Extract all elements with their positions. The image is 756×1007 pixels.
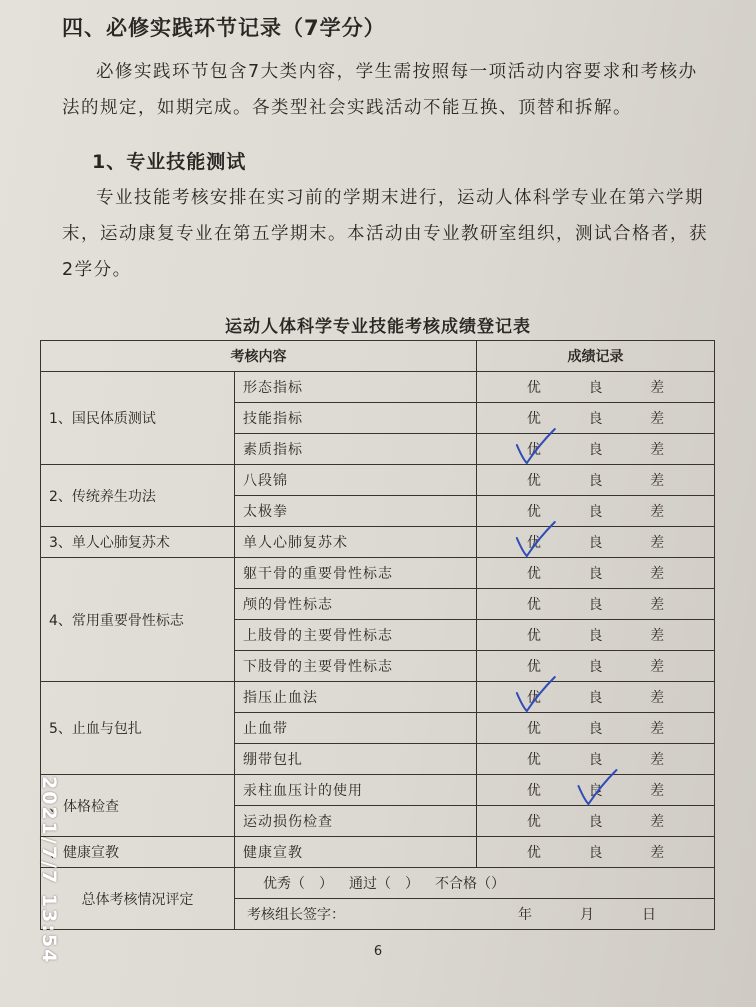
category-cell: 3、单人心肺复苏术 — [41, 527, 235, 558]
grade-option: 良 — [588, 566, 603, 582]
grade-option: 良 — [588, 783, 603, 799]
grade-option: 优 — [526, 380, 541, 396]
grade-option: 良 — [588, 690, 603, 706]
score-cell — [477, 682, 715, 713]
overall-option: 优秀（ ） — [263, 876, 333, 892]
grade-options — [485, 439, 706, 459]
grade-option: 良 — [588, 628, 603, 644]
score-cell — [477, 558, 715, 589]
table-row — [41, 372, 715, 403]
grade-option: 良 — [588, 380, 603, 396]
category-cell: 5、止血与包扎 — [41, 682, 235, 775]
item-cell: 八段锦 — [235, 465, 477, 496]
grade-option: 差 — [650, 628, 665, 644]
overall-options-cell — [235, 868, 715, 899]
intro-paragraph: 必修实践环节包含7大类内容，学生需按照每一项活动内容要求和考核办法的规定，如期完成。各类型社会实践活动不能互换、顶替和拆解。 — [62, 62, 698, 118]
grade-option: 优 — [526, 597, 541, 613]
grade-option: 差 — [650, 721, 665, 737]
grade-option: 差 — [650, 566, 665, 582]
category-cell: 1、国民体质测试 — [41, 372, 235, 465]
section-title: 四、必修实践环节记录（7学分） — [62, 16, 386, 40]
table-row — [41, 682, 715, 713]
item-cell: 躯干骨的重要骨性标志 — [235, 558, 477, 589]
date-part: 日 — [642, 907, 656, 923]
table-row — [41, 465, 715, 496]
item-cell: 绷带包扎 — [235, 744, 477, 775]
grade-option: 优 — [526, 628, 541, 644]
item-cell: 指压止血法 — [235, 682, 477, 713]
grade-option: 良 — [588, 535, 603, 551]
grade-option: 优 — [526, 504, 541, 520]
grade-option: 优 — [526, 659, 541, 675]
score-cell — [477, 527, 715, 558]
table-row — [41, 775, 715, 806]
score-cell — [477, 465, 715, 496]
grade-option: 优 — [526, 814, 541, 830]
grade-option: 差 — [650, 814, 665, 830]
score-table — [40, 340, 715, 930]
grade-options — [485, 501, 706, 521]
score-cell — [477, 713, 715, 744]
item-cell: 运动损伤检查 — [235, 806, 477, 837]
grade-options — [485, 594, 706, 614]
grade-option: 差 — [650, 845, 665, 861]
table-title: 运动人体科学专业技能考核成绩登记表 — [225, 317, 531, 337]
table-row — [41, 527, 715, 558]
grade-options — [485, 377, 706, 397]
date-part: 年 — [518, 907, 532, 923]
grade-option: 差 — [650, 473, 665, 489]
grade-option: 良 — [588, 442, 603, 458]
date-part: 月 — [580, 907, 594, 923]
grade-option: 良 — [588, 845, 603, 861]
item-cell: 健康宣教 — [235, 837, 477, 868]
photo-timestamp: 2021/7/7 13:54 — [38, 776, 60, 965]
grade-option: 优 — [526, 752, 541, 768]
grade-option: 差 — [650, 783, 665, 799]
grade-option: 优 — [526, 721, 541, 737]
grade-option: 差 — [650, 535, 665, 551]
grade-options — [485, 718, 706, 738]
grade-option: 良 — [588, 411, 603, 427]
grade-options — [485, 749, 706, 769]
grade-option: 差 — [650, 690, 665, 706]
table-row — [41, 558, 715, 589]
grade-options — [485, 780, 706, 800]
header-score: 成绩记录 — [477, 341, 715, 372]
grade-options — [485, 532, 706, 552]
grade-option: 良 — [588, 721, 603, 737]
grade-options — [485, 687, 706, 707]
item-cell: 技能指标 — [235, 403, 477, 434]
grade-option: 良 — [588, 752, 603, 768]
grade-option: 良 — [588, 659, 603, 675]
grade-option: 优 — [526, 783, 541, 799]
grade-option: 差 — [650, 752, 665, 768]
item-cell: 止血带 — [235, 713, 477, 744]
grade-option: 良 — [588, 473, 603, 489]
overall-row — [41, 868, 715, 899]
score-cell — [477, 496, 715, 527]
item-cell: 下肢骨的主要骨性标志 — [235, 651, 477, 682]
grade-option: 差 — [650, 442, 665, 458]
grade-option: 良 — [588, 597, 603, 613]
grade-option: 差 — [650, 380, 665, 396]
signature-cell — [235, 899, 715, 930]
grade-option: 优 — [526, 473, 541, 489]
item-cell: 上肢骨的主要骨性标志 — [235, 620, 477, 651]
subsection-paragraph: 专业技能考核安排在实习前的学期末进行，运动人体科学专业在第六学期末，运动康复专业在第五学期末。本活动由专业教研室组织，测试合格者，获2学分。 — [62, 188, 708, 280]
score-cell — [477, 651, 715, 682]
score-cell — [477, 403, 715, 434]
score-cell — [477, 806, 715, 837]
score-cell — [477, 589, 715, 620]
grade-option: 差 — [650, 659, 665, 675]
grade-option: 优 — [526, 566, 541, 582]
grade-option: 良 — [588, 504, 603, 520]
signature-label: 考核组长签字： — [247, 907, 345, 923]
item-cell: 素质指标 — [235, 434, 477, 465]
table-header-row — [41, 341, 715, 372]
date-fields — [518, 904, 706, 924]
item-cell: 太极拳 — [235, 496, 477, 527]
grade-option: 良 — [588, 814, 603, 830]
grade-options — [485, 842, 706, 862]
category-cell: 2、传统养生功法 — [41, 465, 235, 527]
score-cell — [477, 775, 715, 806]
page-number: 6 — [373, 944, 383, 959]
grade-option: 优 — [526, 411, 541, 427]
grade-options — [485, 625, 706, 645]
subsection-title: 1、专业技能测试 — [92, 151, 247, 173]
grade-option: 优 — [526, 690, 541, 706]
grade-options — [485, 811, 706, 831]
score-cell — [477, 744, 715, 775]
grade-option: 优 — [526, 845, 541, 861]
table-row — [41, 837, 715, 868]
item-cell: 单人心肺复苏术 — [235, 527, 477, 558]
grade-option: 优 — [526, 442, 541, 458]
item-cell: 形态指标 — [235, 372, 477, 403]
grade-options — [485, 563, 706, 583]
category-cell: 4、常用重要骨性标志 — [41, 558, 235, 682]
grade-option: 差 — [650, 504, 665, 520]
item-cell: 汞柱血压计的使用 — [235, 775, 477, 806]
header-content: 考核内容 — [41, 341, 477, 372]
grade-options — [485, 470, 706, 490]
grade-options — [485, 656, 706, 676]
item-cell: 颅的骨性标志 — [235, 589, 477, 620]
category-cell: 、健康宣教 — [41, 837, 235, 868]
grade-option: 优 — [526, 535, 541, 551]
grade-option: 差 — [650, 411, 665, 427]
grade-option: 差 — [650, 597, 665, 613]
score-cell — [477, 372, 715, 403]
overall-label: 总体考核情况评定 — [41, 868, 235, 930]
category-cell: 、体格检查 — [41, 775, 235, 837]
score-cell — [477, 434, 715, 465]
score-cell — [477, 620, 715, 651]
score-cell — [477, 837, 715, 868]
grade-options — [485, 408, 706, 428]
overall-option: 通过（ ） — [349, 876, 419, 892]
overall-option: 不合格（） — [435, 876, 505, 892]
